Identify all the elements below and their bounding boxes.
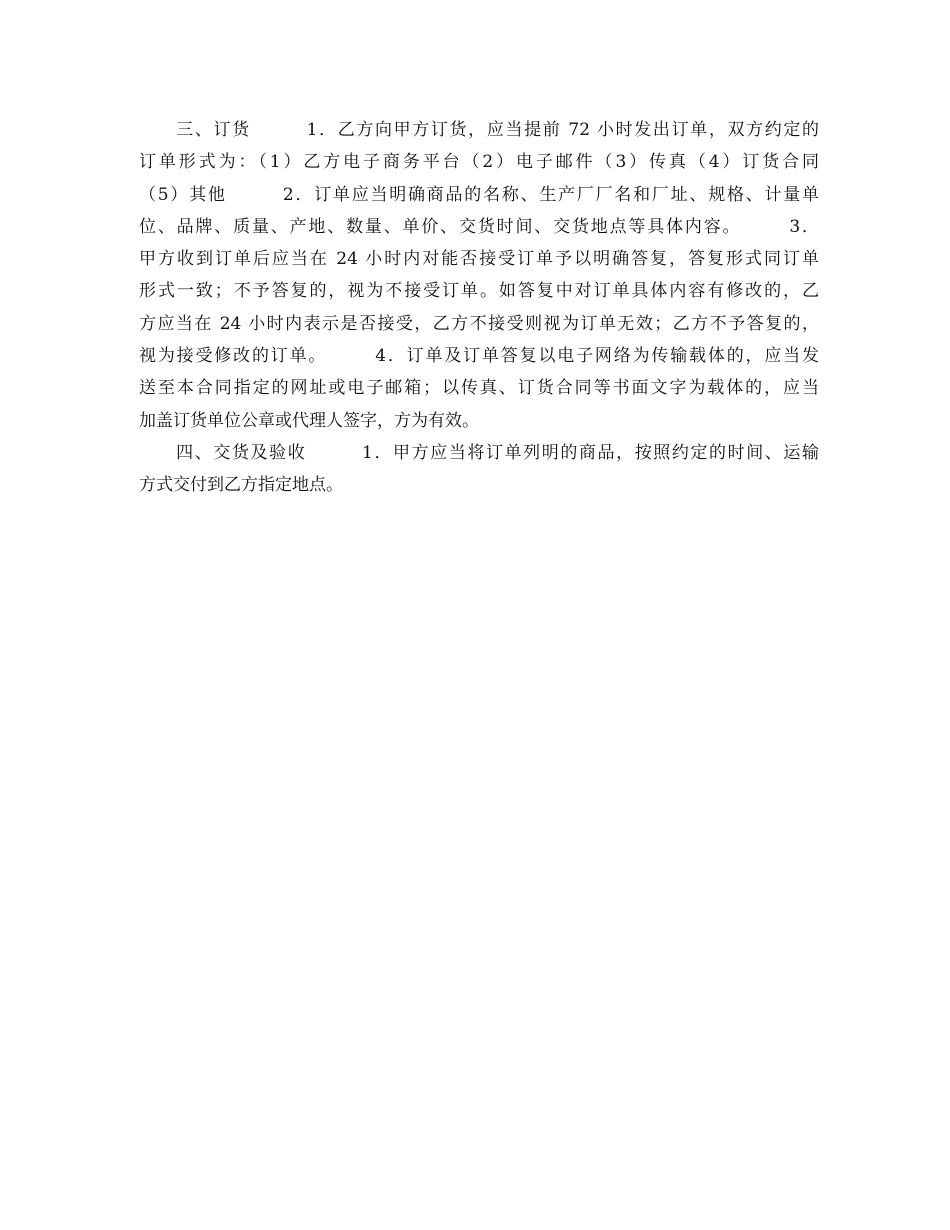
section-delivery bbox=[139, 437, 819, 502]
paragraph-line: （5）其他 2．订单应当明确商品的名称、生产厂厂名和厂址、规格、计量单 bbox=[139, 184, 819, 205]
paragraph-line: 甲方收到订单后应当在 24 小时内对能否接受订单予以明确答复，答复形式同订单 bbox=[139, 249, 819, 270]
paragraph-line: 方式交付到乙方指定地点。 bbox=[139, 475, 343, 496]
paragraph-line: 加盖订货单位公章或代理人签字，方为有效。 bbox=[139, 410, 479, 431]
paragraph-line: 方应当在 24 小时内表示是否接受，乙方不接受则视为订单无效；乙方不予答复的， bbox=[139, 313, 819, 334]
paragraph-line: 形式一致；不予答复的，视为不接受订单。如答复中对订单具体内容有修改的，乙 bbox=[139, 281, 819, 302]
paragraph-line: 三、订货 1．乙方向甲方订货，应当提前 72 小时发出订单，双方约定的 bbox=[139, 120, 819, 140]
paragraph-line: 送至本合同指定的网址或电子邮箱；以传真、订货合同等书面文字为载体的，应当 bbox=[139, 378, 819, 399]
section-ordering bbox=[139, 114, 819, 437]
paragraph-line: 订单形式为：（1）乙方电子商务平台（2）电子邮件（3）传真（4）订货合同 bbox=[139, 152, 819, 173]
paragraph-line: 视为接受修改的订单。 4．订单及订单答复以电子网络为传输载体的，应当发 bbox=[139, 346, 819, 367]
paragraph-line: 位、品牌、质量、产地、数量、单价、交货时间、交货地点等具体内容。 3． bbox=[139, 216, 819, 237]
document-body bbox=[139, 114, 819, 502]
paragraph-line: 四、交货及验收 1．甲方应当将订单列明的商品，按照约定的时间、运输 bbox=[139, 442, 819, 463]
